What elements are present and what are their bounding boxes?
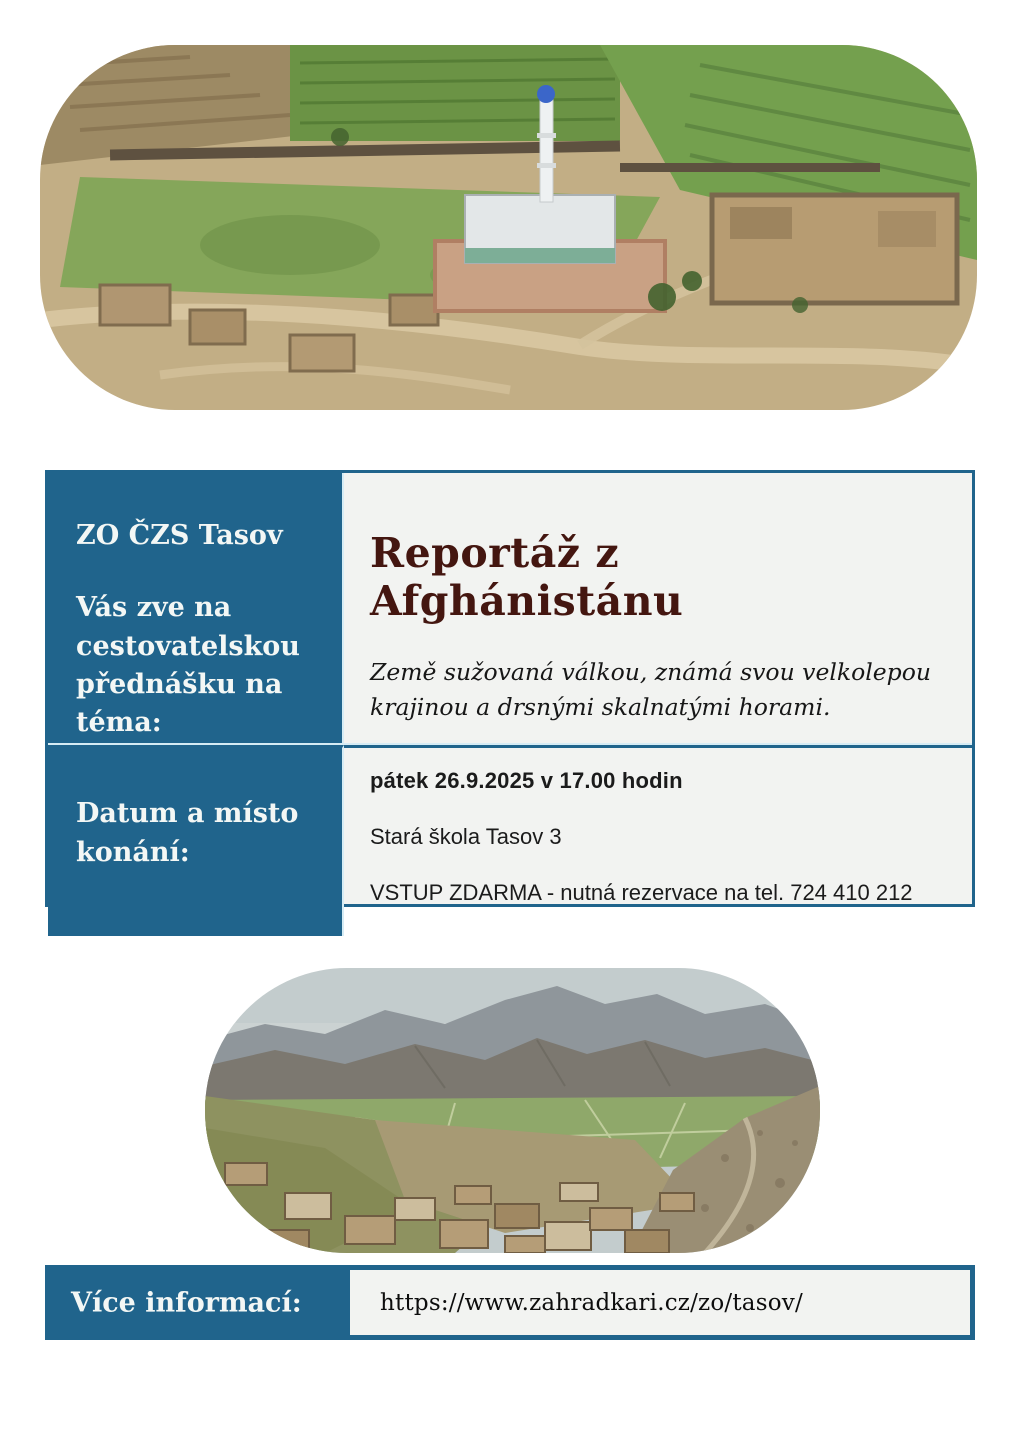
footer-label: Více informací: <box>71 1287 302 1318</box>
invite-table <box>45 470 975 907</box>
venue-label-cell <box>48 745 344 936</box>
lecture-title: Reportáž z Afghánistánu <box>370 529 684 625</box>
venue-datetime: pátek 26.9.2025 v 17.00 hodin <box>370 768 683 793</box>
lecture-title-cell <box>344 473 972 745</box>
aerial-village-illustration <box>40 45 977 410</box>
footer-url: https://www.zahradkari.cz/zo/tasov/ <box>380 1289 803 1316</box>
lecture-subtitle: Země sužovaná válkou, známá svou velkolepou krajinou a drsnými skalnatými horami. <box>370 658 932 722</box>
org-name: ZO ČZS Tasov <box>76 520 283 551</box>
org-cell <box>48 473 344 745</box>
venue-details-cell <box>344 745 972 936</box>
mountain-village-illustration <box>205 968 820 1253</box>
venue-place: Stará škola Tasov 3 <box>370 824 562 849</box>
footer-bar <box>45 1265 975 1340</box>
venue-admission: VSTUP ZDARMA - nutná rezervace na tel. 724 410 212 <box>370 880 913 905</box>
mountain-village-photo <box>205 968 820 1253</box>
aerial-village-photo <box>40 45 977 410</box>
invite-text: Vás zve na cestovatelskou přednášku na téma: <box>76 592 300 739</box>
venue-label: Datum a místo konání: <box>76 798 299 869</box>
footer-url-box <box>350 1270 970 1335</box>
